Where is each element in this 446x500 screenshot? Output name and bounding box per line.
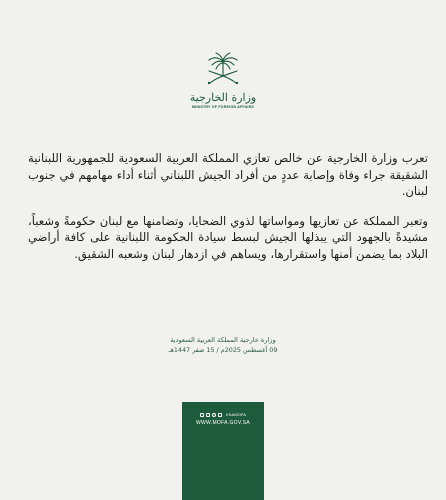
statement-paragraph: وتعبر المملكة عن تعازيها ومواساتها لذوي الضحايا، وتضامنها مع لبنان حكومةً وشعباً، مشيدةً بالجهود التي يبذلها الجيش لبسط سيادة الحكومة اللبنانية على كافة أراضي البلاد بما يضمن أمنها واستقرارها، ويساهم في ازدهار لبنان وشعبه الشقيق. bbox=[28, 213, 428, 261]
website-link[interactable]: WWW.MOFA.GOV.SA bbox=[195, 420, 251, 426]
instagram-icon[interactable] bbox=[200, 413, 204, 417]
statement-paragraph: تعرب وزارة الخارجية عن خالص تعازي المملكة العربية السعودية للجمهورية اللبنانية الشقيقة جراء وفاة وإصابة عددٍ من أفراد الجيش اللبناني أثناء أداء مهامهم في جنوب لبنان. bbox=[28, 151, 428, 199]
ministry-name-arabic: وزارة الخارجية bbox=[189, 91, 257, 104]
social-row bbox=[182, 412, 264, 417]
x-icon[interactable] bbox=[218, 413, 222, 417]
facebook-icon[interactable] bbox=[206, 413, 210, 417]
palm-swords-emblem-icon bbox=[203, 50, 243, 88]
statement-body bbox=[28, 150, 428, 276]
footer-banner bbox=[182, 402, 264, 500]
ministry-name-english: MINISTRY OF FOREIGN AFFAIRS bbox=[192, 105, 254, 109]
social-handle[interactable]: KSAMOFA bbox=[225, 412, 247, 417]
youtube-icon[interactable] bbox=[212, 413, 216, 417]
issue-date: 09 أغسطس 2025م / 15 صفر 1447هـ bbox=[168, 346, 278, 354]
ministry-logo bbox=[0, 50, 446, 109]
issuer-name: وزارة خارجية المملكة العربية السعودية bbox=[170, 336, 276, 344]
signature-block bbox=[0, 335, 446, 355]
